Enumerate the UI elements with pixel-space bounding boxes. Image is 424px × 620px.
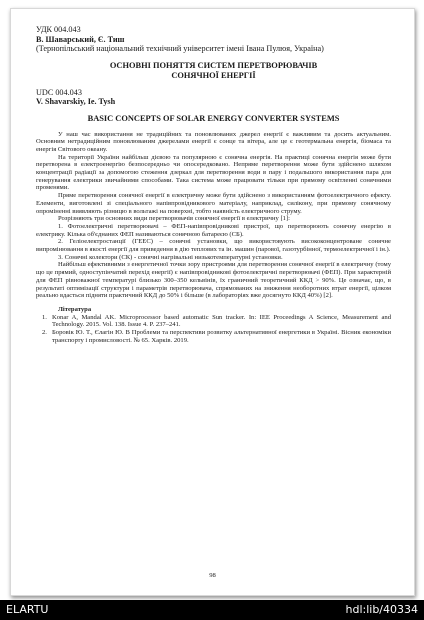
title-ua	[36, 61, 391, 81]
reference-item	[42, 314, 391, 329]
authors-en: V. Shavarskiy, Ie. Tysh	[36, 97, 116, 106]
paragraph-4: Розрізняють три основних види перетворювачів сонячної енергії в електричну [1]:	[58, 215, 290, 223]
reference-number: 2.	[42, 329, 47, 337]
udc-ua: УДК 004.043	[36, 25, 81, 34]
references-heading: Література	[58, 305, 92, 313]
page-content	[36, 25, 391, 344]
title-ua-line1: ОСНОВНІ ПОНЯТТЯ СИСТЕМ ПЕРЕТВОРЮВАЧІВ	[109, 60, 318, 70]
list-item-2: 2. Геліоелектростанції (ГЕЕС) – сонячні установки, що використовують висококонцентроване сонячне випромінювання в якості енергії для приведення в дію теплових та ін. машин (парової, газотурбінної, термоелектричної і ін.).	[36, 238, 391, 254]
reference-item	[42, 329, 391, 344]
handle-label: hdl:lib/40334	[345, 603, 418, 616]
authors-ua: В. Шаварський, Є. Тиш	[36, 34, 125, 44]
paragraph-5: Найбільш ефективними з енергетичної точки зору пристроями для перетворення сонячної енергії в електричну (тому що це прямий, одноступінчатий перехід енергії) є напівпровідникові фотоелектричні перетворювачі (ФЕП). При характерній для ФЕП рівноважної температурі близько 300–350 кельвінів, їх граничний теоретичний ККД > 90%. Це означає, що, в результаті оптимізації структури і параметрів перетворювача, спрямованих на зниження необоротних втрат енергії, цілком реально вдасться підняти практичний ККД до 50% і більше (в лабораторіях вже досягнуто ККД 40%) [2].	[36, 261, 391, 300]
title-en: BASIC CONCEPTS OF SOLAR ENERGY CONVERTER SYSTEMS	[87, 113, 340, 123]
reference-text: Боровік Ю. Т., Єлагін Ю. В Проблеми та перспективи розвитку альтернативної енергетики в Україні. Вісник економіки транспорту і промисловості. № 65. Харків. 2019.	[52, 329, 391, 344]
page-number: 98	[209, 572, 216, 579]
document-page	[10, 8, 415, 596]
reference-number: 1.	[42, 313, 47, 321]
list-item-1: 1. Фотоелектричні перетворювачі – ФЕП-напівпровідникові пристрої, що перетворюють сонячну енергію в електрику. Кілька об'єднаних ФЕП називаються сонячною батареєю (СБ).	[36, 222, 391, 238]
repository-label: ELARTU	[6, 603, 49, 616]
footer-bar	[0, 600, 424, 620]
affiliation-ua: (Тернопільський національний технічний університет імені Івана Пулюя, Україна)	[36, 44, 324, 53]
list-item-3: 3. Сонячні колектори (СК) - сонячні нагрівальні низькотемпературні установки.	[58, 253, 283, 261]
paragraph-2: На території України найбільш дієвою та популярною є сонячна енергія. На практиці сонячна енергія може бути перетворена в електроенергію безпосередньо чи опосередковано. Непряме перетворення може бути здійснено шляхом концентрації радіації за допомогою стеження дзеркал для перетворення води в пару і подальшого використання пара для генерування електрики звичайними способами. Така система може працювати тільки при прямому освітленні сонячними променями.	[36, 153, 391, 192]
udc-en: UDC 004.043	[36, 87, 82, 97]
paragraph-1: У наш час використання не традиційних та поновлюваних джерел енергії є важливим та досить актуальним. Основним нетрадиційним поновлюваним джерелами енергії є сонце та вітера, але це є геотермальна енергія, біомаса та енергія Світового океану.	[36, 130, 391, 153]
paragraph-3: Пряме перетворення сонячної енергії в електричну може бути здійснено з використанням фотоелектричного ефекту. Елементи, виготовлені зі спеціального напівпровідникового матеріалу, наприклад, силікону, при прямому сонячному опроміненні виявляють різницю в вольтажі на поверхні, тобто наявність електричного струму.	[36, 192, 391, 215]
reference-text: Konar A, Mandal AK. Microprocessor based automatic Sun tracker. In: IEE Proceedings A Science, Measurement and Technology. 2015. Vol. 138. Issue 4. P. 237–241.	[52, 313, 391, 329]
title-ua-line2: СОНЯЧНОЇ ЕНЕРГІЇ	[171, 70, 256, 80]
